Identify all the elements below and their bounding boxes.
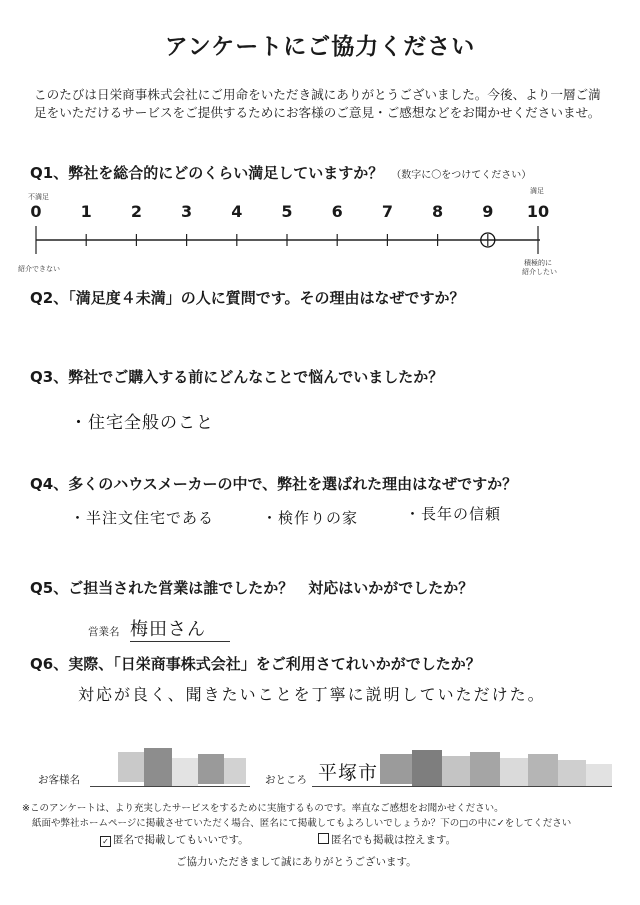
- consent-checkbox-2[interactable]: [318, 833, 329, 844]
- consent-option-1-label: 匿名で掲載してもいいです。: [113, 834, 249, 846]
- question-1-text: Q1、弊社を総合的にどのくらい満足していますか？: [30, 164, 384, 182]
- scale-number-10[interactable]: 10: [526, 202, 550, 221]
- staff-name-label: 営業名: [88, 626, 120, 638]
- question-4-text: Q4、多くのハウスメーカーの中で、弊社を選ばれた理由はなぜですか？: [30, 475, 518, 493]
- scale-number-4[interactable]: 4: [231, 202, 243, 221]
- answer-6: 対応が良く、聞きたいことを丁寧に説明していただけた。: [78, 685, 546, 704]
- answer-4-2: ・検作りの家: [262, 509, 359, 527]
- answer-4-1: ・半注文住宅である: [70, 509, 215, 527]
- consent-option-1[interactable]: [100, 832, 249, 847]
- thanks-text: ご協力いただきまして誠にありがとうございます。: [176, 856, 417, 868]
- consent-checkbox-1[interactable]: ✓: [100, 836, 111, 847]
- question-2-text: Q2、「満足度４未満」の人に質問です。その理由はなぜですか？: [30, 289, 465, 307]
- scale-right-top-label: 満足: [530, 187, 544, 195]
- address-answer: 平塚市: [318, 762, 379, 784]
- question-1: [30, 162, 531, 183]
- address-redaction: [380, 748, 612, 790]
- scale-number-1[interactable]: 1: [80, 202, 92, 221]
- customer-name-redaction: [118, 748, 246, 788]
- scale-number-2[interactable]: 2: [130, 202, 142, 221]
- answer-3: ・住宅全般のこと: [70, 413, 214, 433]
- page-title: アンケートにご協力ください: [164, 34, 476, 60]
- footer-note-2: 紙面や弊社ホームページに掲載させていただく場合、匿名にて掲載してもよろしいでしょうか？下の□の中に✓をしてください: [32, 818, 572, 829]
- address-label: おところ: [265, 774, 307, 786]
- scale-right-bottom-label-1: 積極的に: [524, 259, 552, 267]
- scale-right-bottom-label-2: 紹介したい: [522, 268, 557, 276]
- scale-number-7[interactable]: 7: [381, 202, 393, 221]
- answer-4-3: ・長年の信頼: [405, 505, 502, 523]
- scale-number-9[interactable]: 9: [482, 202, 494, 221]
- question-5-text: Q5、ご担当された営業は誰でしたか？ 対応はいかがでしたか？: [30, 579, 474, 597]
- scale-left-top-label: 不満足: [28, 193, 49, 201]
- intro-text: このたびは日栄商事株式会社にご用命をいただき誠にありがとうございました。今後、より一層ご満足をいただけるサービスをご提供するためにお客様のご意見・ご感想などをお聞かせくださいませ。: [34, 87, 601, 120]
- consent-option-2[interactable]: [318, 832, 456, 847]
- satisfaction-scale: [28, 226, 550, 256]
- scale-number-6[interactable]: 6: [331, 202, 343, 221]
- scale-number-5[interactable]: 5: [281, 202, 293, 221]
- question-1-note: （数字に〇をつけてください）: [391, 170, 532, 181]
- scale-number-0[interactable]: 0: [30, 202, 42, 221]
- scale-left-bottom-label: 紹介できない: [18, 265, 60, 273]
- staff-name-answer: 梅田さん: [130, 615, 230, 642]
- scale-number-3[interactable]: 3: [181, 202, 193, 221]
- footer-note-1: ※このアンケートは、より充実したサービスをするために実施するものです。率直なご感想をお聞かせください。: [22, 803, 504, 814]
- question-3-text: Q3、弊社でご購入する前にどんなことで悩んでいましたか？: [30, 368, 444, 386]
- question-6-text: Q6、実際、「日栄商事株式会社」をご利用さてれいかがでしたか？: [30, 655, 481, 673]
- scale-number-8[interactable]: 8: [432, 202, 444, 221]
- consent-option-2-label: 匿名でも掲載は控えます。: [331, 834, 457, 846]
- customer-name-label: お客様名: [38, 774, 80, 786]
